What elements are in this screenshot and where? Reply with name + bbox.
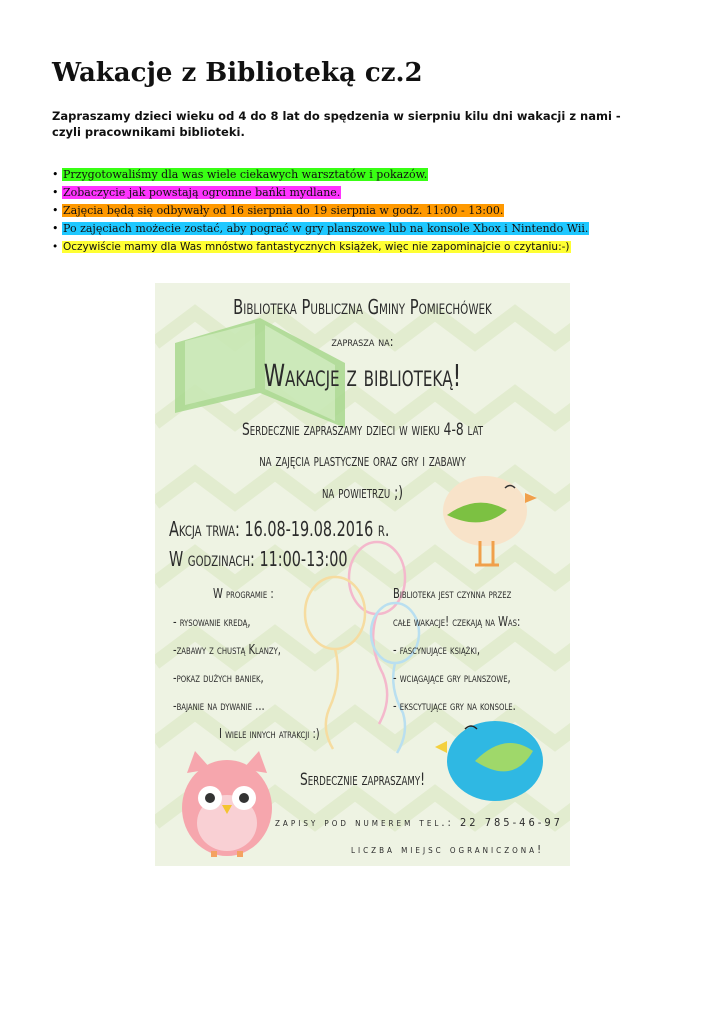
page-title: Wakacje z Biblioteką cz.2 xyxy=(52,58,423,88)
bullet-list xyxy=(52,166,589,256)
list-item xyxy=(52,202,589,220)
program-heading: W programie : xyxy=(213,587,274,602)
open-line: Biblioteka jest czynna przez xyxy=(393,587,512,602)
bullet-text: Zajęcia będą się odbywały od 16 sierpnia do 19 sierpnia w godz. 11:00 - 13:00. xyxy=(63,204,504,217)
poster-registration: zapisy pod numerem tel.: 22 785-46-97 xyxy=(275,816,563,829)
poster-invite-line: na zajęcia plastyczne oraz gry i zabawy xyxy=(259,451,466,471)
list-item xyxy=(52,220,589,238)
program-item: -zabawy z chustą Klanzy, xyxy=(173,643,281,658)
poster-organizer: Biblioteka Publiczna Gminy Pomiechówek xyxy=(233,295,492,319)
open-line: - wciągające gry planszowe, xyxy=(393,671,511,686)
poster-dates: Akcja trwa: 16.08-19.08.2016 r. xyxy=(169,517,390,541)
list-item xyxy=(52,166,589,184)
bullet-text: Przygotowaliśmy dla was wiele ciekawych warsztatów i pokazów. xyxy=(63,168,428,181)
owl-icon xyxy=(182,751,272,857)
program-item: -bajanie na dywanie ... xyxy=(173,699,265,714)
bullet-text: Po zajęciach możecie zostać, aby pograć w gry planszowe lub na konsole Xbox i Nintendo Wii. xyxy=(63,222,589,235)
program-item: - rysowanie kredą, xyxy=(173,615,251,630)
list-item xyxy=(52,184,589,202)
open-line: - fascynujące książki, xyxy=(393,643,481,658)
open-line: całe wakacje! czekają na Was: xyxy=(393,615,521,630)
bullet-text: Zobaczycie jak powstają ogromne bańki mydlane. xyxy=(63,186,341,199)
open-line: - ekscytujące gry na konsole. xyxy=(393,699,516,714)
list-item xyxy=(52,238,589,256)
event-poster xyxy=(155,283,570,866)
poster-welcome: Serdecznie zapraszamy! xyxy=(299,770,426,790)
bullet-text: Oczywiście mamy dla Was mnóstwo fantastycznych książek, więc nie zapominajcie o czytaniu:-) xyxy=(63,241,570,253)
poster-hours: W godzinach: 11:00-13:00 xyxy=(169,547,348,571)
poster-limited: liczba miejsc ograniczona! xyxy=(351,843,545,856)
intro-paragraph: Zapraszamy dzieci wieku od 4 do 8 lat do spędzenia w sierpniu kilu dni wakacji z nami - czyli pracownikami biblioteki. xyxy=(52,109,621,139)
poster-invite-line: na powietrzu ;) xyxy=(321,483,404,503)
program-item: -pokaz dużych baniek, xyxy=(173,671,264,686)
poster-headline: Wakacje z biblioteką! xyxy=(263,359,462,394)
poster-invite-line: Serdecznie zapraszamy dzieci w wieku 4-8 lat xyxy=(241,420,484,440)
program-more: I wiele innych atrakcji :) xyxy=(219,727,320,742)
poster-invites: zaprasza na: xyxy=(331,335,394,350)
